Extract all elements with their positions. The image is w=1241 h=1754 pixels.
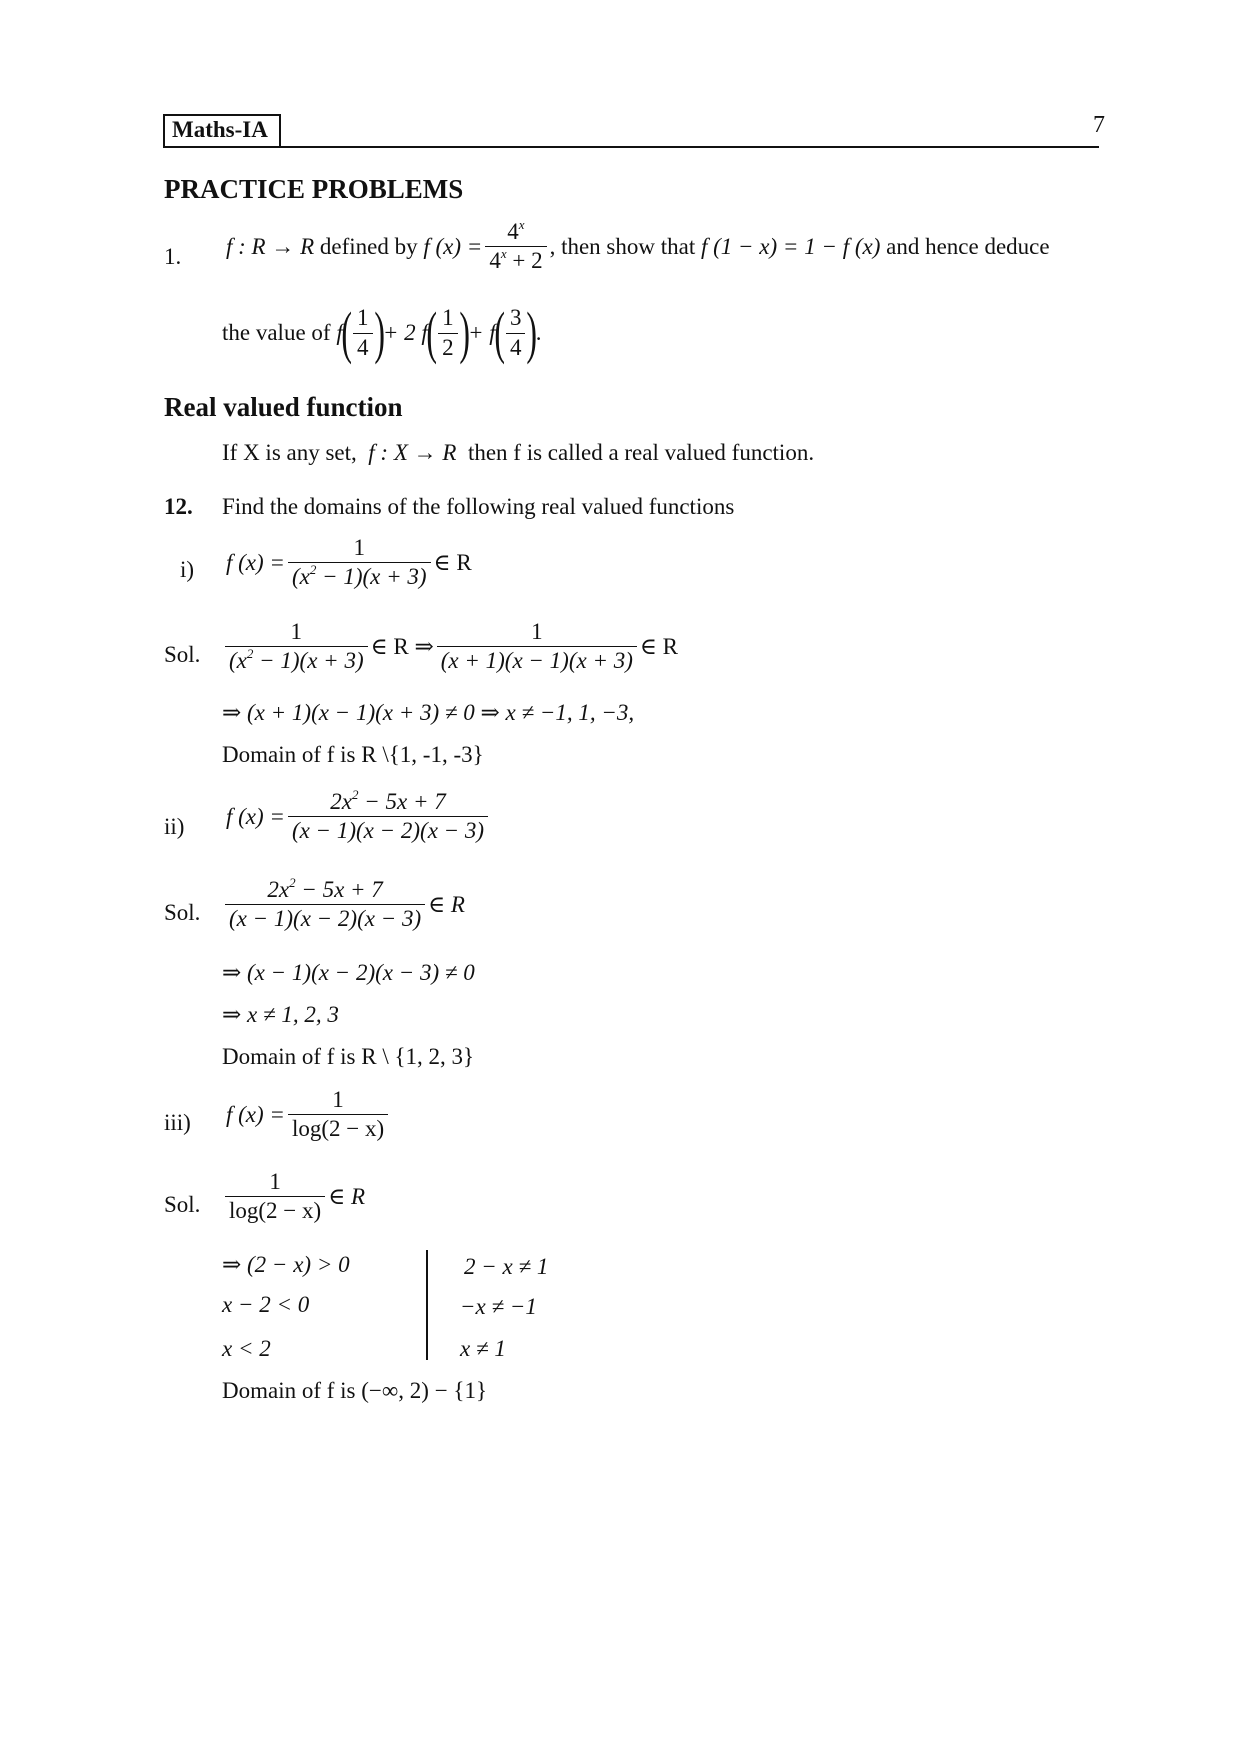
p1-den-base: 4: [489, 248, 501, 274]
part-iii-right2: −x ≠ −1: [460, 1294, 537, 1319]
p1-then-show: , then show that: [549, 233, 696, 259]
paren-open: (: [341, 300, 352, 365]
part-ii-sol-line: [222, 875, 465, 932]
part-iii-right3: x ≠ 1: [460, 1336, 506, 1361]
rvf-def-rest: then f is called a real valued function.: [467, 440, 815, 465]
q12-number: 12.: [164, 494, 193, 519]
part-iii-left3: x < 2: [222, 1336, 271, 1361]
practice-title: PRACTICE PROBLEMS: [164, 174, 464, 204]
part-i-sol-label: Sol.: [164, 642, 201, 667]
part-ii-step2: ⇒ x ≠ 1, 2, 3: [222, 1002, 339, 1027]
p1-frac3: $\frac{3}{4}$: [506, 306, 526, 359]
p1-end: .: [535, 320, 542, 345]
part-iii-fraction: $\frac{1}{\log(2 - x)}$: [288, 1088, 388, 1141]
p1-line2-lead: the value of: [222, 320, 331, 345]
part-i-fraction: $\frac{1}{(x^2 - 1)(x + 3)}$: [288, 536, 431, 589]
part-iii-label: iii): [164, 1110, 191, 1135]
p1-plusf: + f: [467, 320, 496, 345]
p1-fx: f (x) =: [423, 233, 483, 259]
p1-num: 4: [507, 219, 519, 244]
rvf-title: Real valued function: [164, 392, 403, 422]
part-ii-sol-label: Sol.: [164, 900, 201, 925]
problem-1-number: 1.: [164, 244, 182, 269]
paren-close: ): [373, 300, 385, 365]
part-ii-step1: ⇒ (x − 1)(x − 2)(x − 3) ≠ 0: [222, 960, 475, 985]
p1-f1: f: [336, 320, 343, 345]
p1-fraction: [485, 217, 546, 274]
part-iii-left1: ⇒ (2 − x) > 0: [222, 1252, 350, 1277]
rvf-def-map: f : X → R: [368, 440, 457, 465]
rvf-def-lead: If X is any set,: [222, 440, 357, 465]
problem-1-line2: [222, 300, 542, 365]
part-i-sol-mid: ∈ R ⇒: [370, 633, 434, 659]
subject-label: Maths-IA: [172, 117, 268, 142]
part-iii-sol-fraction: $\frac{1}{\log(2 - x)}$: [225, 1170, 325, 1223]
p1-den-sup: x: [500, 246, 507, 262]
part-ii-label: ii): [164, 814, 185, 839]
paren-close: ): [526, 300, 538, 365]
p1-defined-by: defined by: [319, 233, 418, 259]
p1-num-sup: x: [518, 217, 525, 232]
part-iii-divider: [426, 1250, 428, 1360]
part-ii-sol-fraction: $\frac{2x^2 - 5x + 7}{(x - 1)(x - 2)(x - 3)}$: [225, 878, 425, 931]
part-ii-fraction: $\frac{2x^2 - 5x + 7}{(x - 1)(x - 2)(x - 3)}$: [288, 790, 488, 843]
paren-close: ): [458, 300, 470, 365]
p1-identity: f (1 − x) = 1 − f (x): [700, 233, 881, 259]
part-ii-fx: f (x) =: [226, 803, 285, 829]
p1-frac2: $\frac{1}{2}$: [438, 306, 458, 359]
part-iii-function: [226, 1088, 391, 1141]
part-iii-sol-tail: ∈ R: [328, 1183, 366, 1209]
q12-text: Find the domains of the following real valued functions: [222, 494, 735, 519]
p1-plus2f: + 2 f: [382, 320, 428, 345]
part-i-sol-frac2: $\frac{1}{(x + 1)(x - 1)(x + 3)}$: [437, 620, 637, 673]
part-i-tail: ∈ R: [433, 549, 472, 575]
part-iii-domain: Domain of f is (−∞, 2) − {1}: [222, 1378, 487, 1403]
page-number: 7: [1093, 112, 1105, 138]
p1-hence: and hence deduce: [886, 233, 1050, 259]
part-iii-right1: 2 − x ≠ 1: [464, 1254, 549, 1279]
header-rule: [281, 146, 1099, 148]
rvf-definition: [222, 440, 814, 466]
part-iii-sol-label: Sol.: [164, 1192, 201, 1217]
p1-map: f : R → R: [226, 233, 315, 259]
part-iii-fx: f (x) =: [226, 1101, 285, 1127]
p1-frac1: $\frac{1}{4}$: [353, 306, 373, 359]
part-i-step: ⇒ (x + 1)(x − 1)(x + 3) ≠ 0 ⇒ x ≠ −1, 1, −3,: [222, 700, 635, 725]
part-i-label: i): [180, 557, 195, 582]
p1-den-rest: + 2: [512, 248, 543, 274]
part-i-function: [226, 536, 472, 589]
part-iii-sol-line: [222, 1170, 365, 1223]
part-ii-domain: Domain of f is R \ {1, 2, 3}: [222, 1044, 475, 1069]
part-i-sol-frac1: $\frac{1}{(x^2 - 1)(x + 3)}$: [225, 620, 368, 673]
paren-open: (: [426, 300, 437, 365]
part-i-sol-tail: ∈ R: [639, 633, 679, 659]
part-ii-sol-tail: ∈ R: [428, 891, 465, 917]
problem-1-line1: [226, 217, 1050, 274]
part-ii-function: [226, 787, 491, 844]
part-i-fx: f (x) =: [226, 549, 285, 575]
part-iii-left2: x − 2 < 0: [222, 1292, 310, 1317]
paren-open: (: [493, 300, 505, 365]
part-i-sol-line: [222, 620, 678, 673]
part-i-domain: Domain of f is R \{1, -1, -3}: [222, 742, 484, 767]
